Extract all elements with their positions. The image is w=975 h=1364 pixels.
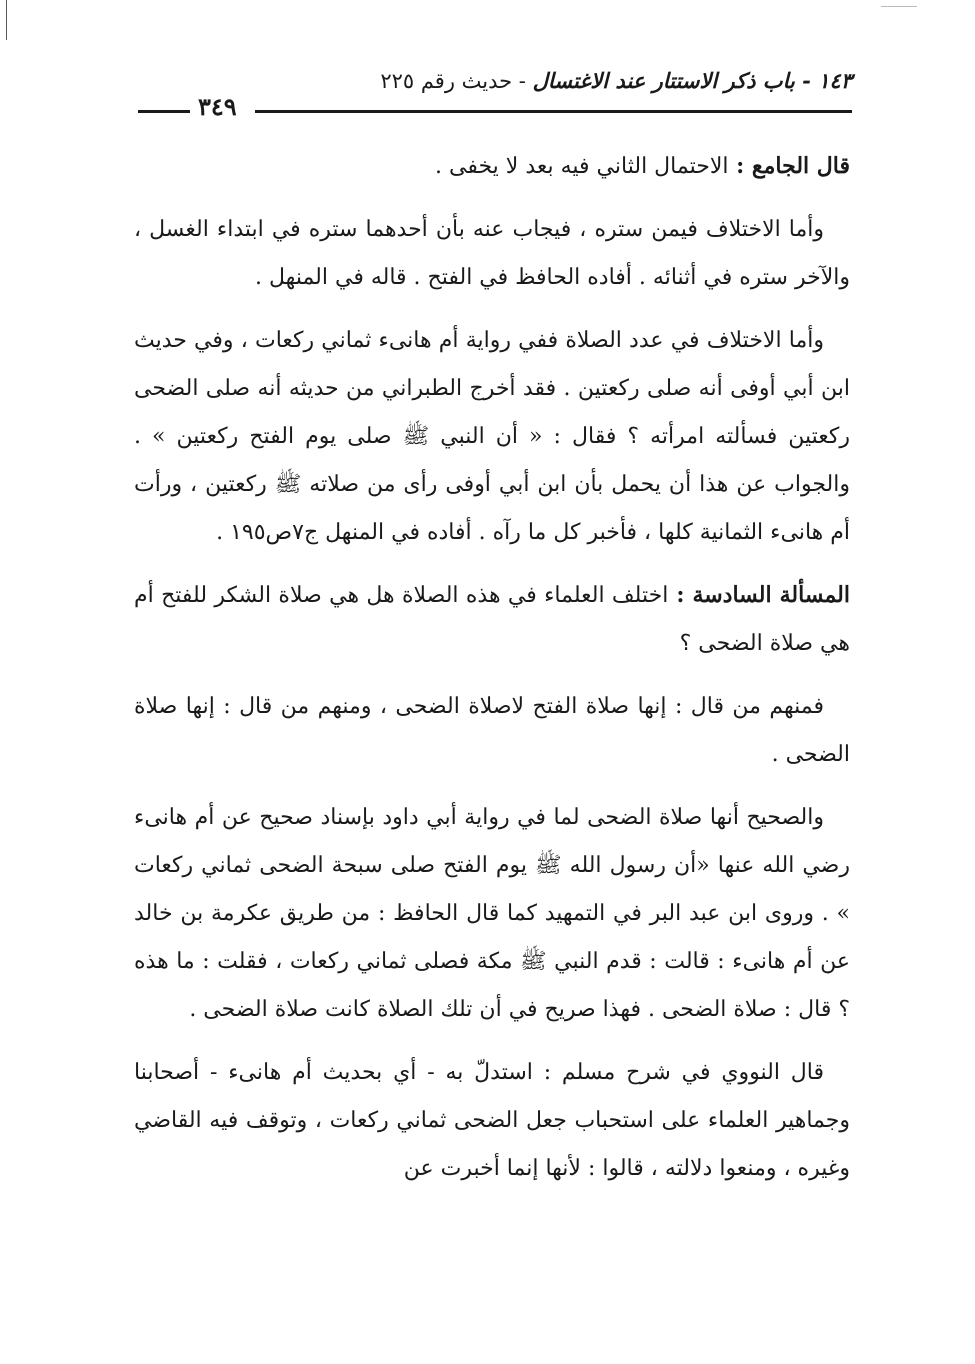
paragraph <box>134 205 850 302</box>
paragraph-text: فمنهم من قال : إنها صلاة الفتح لاصلاة الضحى ، ومنهم من قال : إنها صلاة الضحى . <box>134 694 850 767</box>
chapter-title: ١٤٣ - باب ذكر الاستتار عند الاغتسال <box>532 68 852 93</box>
paragraph <box>134 142 850 191</box>
paragraph-lead: قال الجامع : <box>728 153 850 179</box>
paragraph-text: الاحتمال الثاني فيه بعد لا يخفى . <box>435 154 729 179</box>
paragraph-text: وأما الاختلاف فيمن ستره ، فيجاب عنه بأن أحدهما ستره في ابتداء الغسل ، والآخر ستره في أثنائه . أفاده الحافظ في الفتح . قاله في المنهل . <box>134 217 850 290</box>
paragraph-lead: المسألة السادسة : <box>668 582 850 608</box>
paragraph <box>134 316 850 557</box>
running-header <box>138 66 852 120</box>
body-text <box>134 142 850 1207</box>
paragraph-text: وأما الاختلاف في عدد الصلاة ففي رواية أم هانىء ثماني ركعات ، وفي حديث ابن أبي أوفى أنه صلى ركعتين . فقد أخرج الطبراني من حديثه أنه صلى الضحى ركعتين فسألته امرأته ؟ فقال : « أن النبي ﷺ صلى يوم الفتح ركعتين » . والجواب عن هذا أن يحمل بأن ابن أبي أوفى رأى من صلاته ﷺ ركعتين ، ورأت أم هانىء الثمانية كلها ، فأخبر كل ما رآه . أفاده في المنهل ج٧ص١٩٥ . <box>134 328 850 545</box>
paragraph <box>134 682 850 779</box>
paragraph-text: قال النووي في شرح مسلم : استدلّ به - أي بحديث أم هانىء - أصحابنا وجماهير العلماء على استحباب جعل الضحى ثماني ركعات ، وتوقف فيه القاضي وغيره ، ومنعوا دلالته ، قالوا : لأنها إنما أخبرت عن <box>134 1060 850 1181</box>
header-rule <box>138 110 190 113</box>
paragraph-text: اختلف العلماء في هذه الصلاة هل هي صلاة الشكر للفتح أم هي صلاة الضحى ؟ <box>134 583 850 656</box>
paragraph <box>134 571 850 668</box>
chapter-heading <box>380 68 852 93</box>
paragraph <box>134 793 850 1034</box>
header-rule <box>255 110 852 113</box>
paragraph-text: والصحيح أنها صلاة الضحى لما في رواية أبي داود بإسناد صحيح عن أم هانىء رضي الله عنها «أن رسول الله ﷺ يوم الفتح صلى سبحة الضحى ثماني ركعات » . وروى ابن عبد البر في التمهيد كما قال الحافظ : من طريق عكرمة بن خالد عن أم هانىء : قالت : قدم النبي ﷺ مكة فصلى ثماني ركعات ، فقلت : ما هذه ؟ قال : صلاة الضحى . فهذا صريح في أن تلك الصلاة كانت صلاة الضحى . <box>134 805 850 1022</box>
hadith-reference: - حديث رقم ٢٢٥ <box>380 69 533 93</box>
paragraph <box>134 1048 850 1193</box>
page-number: ٣٤٩ <box>198 92 237 121</box>
page-edge-mark <box>6 0 7 40</box>
page-edge-mark <box>881 6 917 7</box>
